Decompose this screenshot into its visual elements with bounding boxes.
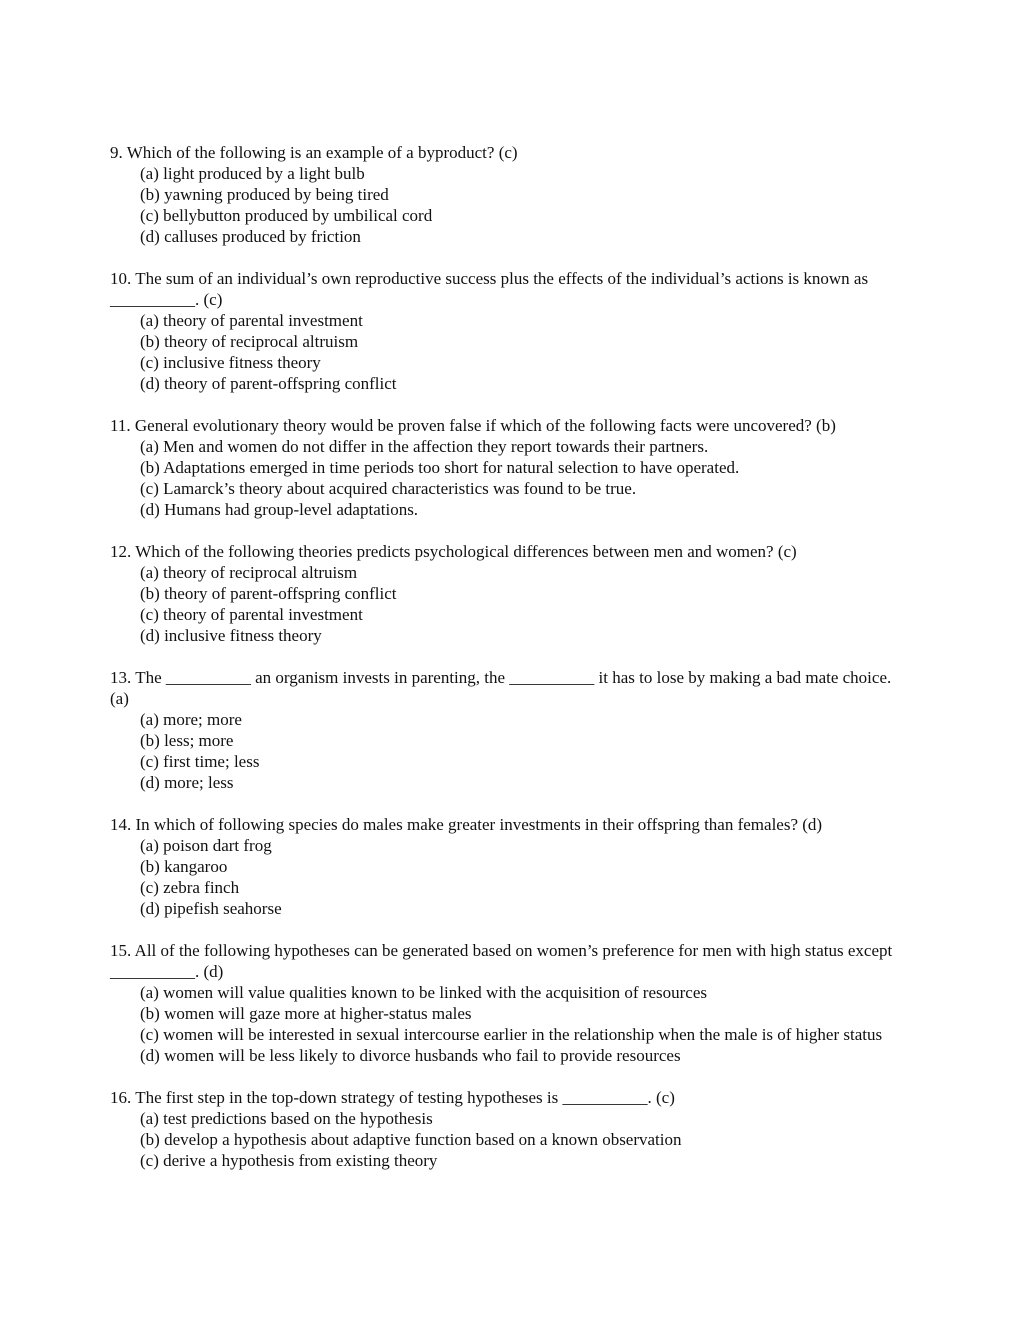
option-c: (c) Lamarck’s theory about acquired characteristics was found to be true. <box>140 479 637 498</box>
option-list <box>110 1108 910 1171</box>
option-c: (c) first time; less <box>140 752 260 771</box>
option-list <box>110 310 910 394</box>
option-a: (a) test predictions based on the hypothesis <box>140 1109 433 1128</box>
option-a: (a) light produced by a light bulb <box>140 164 365 183</box>
option-d: (d) calluses produced by friction <box>140 227 361 246</box>
option-list <box>110 562 910 646</box>
question-stem: 9. Which of the following is an example of a byproduct? (c) <box>110 143 518 162</box>
option-c: (c) theory of parental investment <box>140 605 363 624</box>
question-16 <box>110 1087 910 1171</box>
question-page <box>110 142 910 1192</box>
question-11 <box>110 415 910 520</box>
option-d: (d) pipefish seahorse <box>140 899 282 918</box>
option-b: (b) Adaptations emerged in time periods too short for natural selection to have operated. <box>140 458 740 477</box>
option-c: (c) women will be interested in sexual intercourse earlier in the relationship when the male is of higher status <box>140 1025 883 1044</box>
option-d: (d) inclusive fitness theory <box>140 626 322 645</box>
option-list <box>110 436 910 520</box>
option-d: (d) theory of parent-offspring conflict <box>140 374 397 393</box>
option-a: (a) Men and women do not differ in the affection they report towards their partners. <box>140 437 709 456</box>
option-d: (d) women will be less likely to divorce husbands who fail to provide resources <box>140 1046 681 1065</box>
option-b: (b) women will gaze more at higher-status males <box>140 1004 472 1023</box>
option-d: (d) Humans had group-level adaptations. <box>140 500 419 519</box>
option-a: (a) more; more <box>140 710 242 729</box>
option-b: (b) less; more <box>140 731 234 750</box>
option-c: (c) zebra finch <box>140 878 240 897</box>
option-b: (b) yawning produced by being tired <box>140 185 389 204</box>
question-14 <box>110 814 910 919</box>
question-12 <box>110 541 910 646</box>
option-c: (c) inclusive fitness theory <box>140 353 321 372</box>
question-15 <box>110 940 910 1066</box>
option-list <box>110 835 910 919</box>
option-b: (b) theory of reciprocal altruism <box>140 332 359 351</box>
option-a: (a) theory of parental investment <box>140 311 363 330</box>
option-list <box>110 163 910 247</box>
question-10 <box>110 268 910 394</box>
option-b: (b) develop a hypothesis about adaptive function based on a known observation <box>140 1130 682 1149</box>
question-stem: 14. In which of following species do males make greater investments in their offspring than females? (d) <box>110 815 823 834</box>
option-d: (d) more; less <box>140 773 234 792</box>
question-stem: 15. All of the following hypotheses can be generated based on women’s preference for men with high status except __________. (d) <box>110 941 893 981</box>
option-a: (a) women will value qualities known to be linked with the acquisition of resources <box>140 983 708 1002</box>
option-list <box>110 709 910 793</box>
question-stem: 13. The __________ an organism invests in parenting, the __________ it has to lose by making a bad mate choice. (a) <box>110 668 892 708</box>
option-b: (b) theory of parent-offspring conflict <box>140 584 397 603</box>
question-stem: 16. The first step in the top-down strategy of testing hypotheses is __________. (c) <box>110 1088 675 1107</box>
option-a: (a) poison dart frog <box>140 836 272 855</box>
option-c: (c) bellybutton produced by umbilical cord <box>140 206 433 225</box>
question-13 <box>110 667 910 793</box>
option-a: (a) theory of reciprocal altruism <box>140 563 358 582</box>
question-stem: 10. The sum of an individual’s own reproductive success plus the effects of the individual’s actions is known as __________. (c) <box>110 269 869 309</box>
option-b: (b) kangaroo <box>140 857 228 876</box>
option-list <box>110 982 910 1066</box>
question-stem: 11. General evolutionary theory would be proven false if which of the following facts were uncovered? (b) <box>110 416 836 435</box>
option-c: (c) derive a hypothesis from existing theory <box>140 1151 438 1170</box>
question-9 <box>110 142 910 247</box>
question-stem: 12. Which of the following theories predicts psychological differences between men and women? (c) <box>110 542 797 561</box>
